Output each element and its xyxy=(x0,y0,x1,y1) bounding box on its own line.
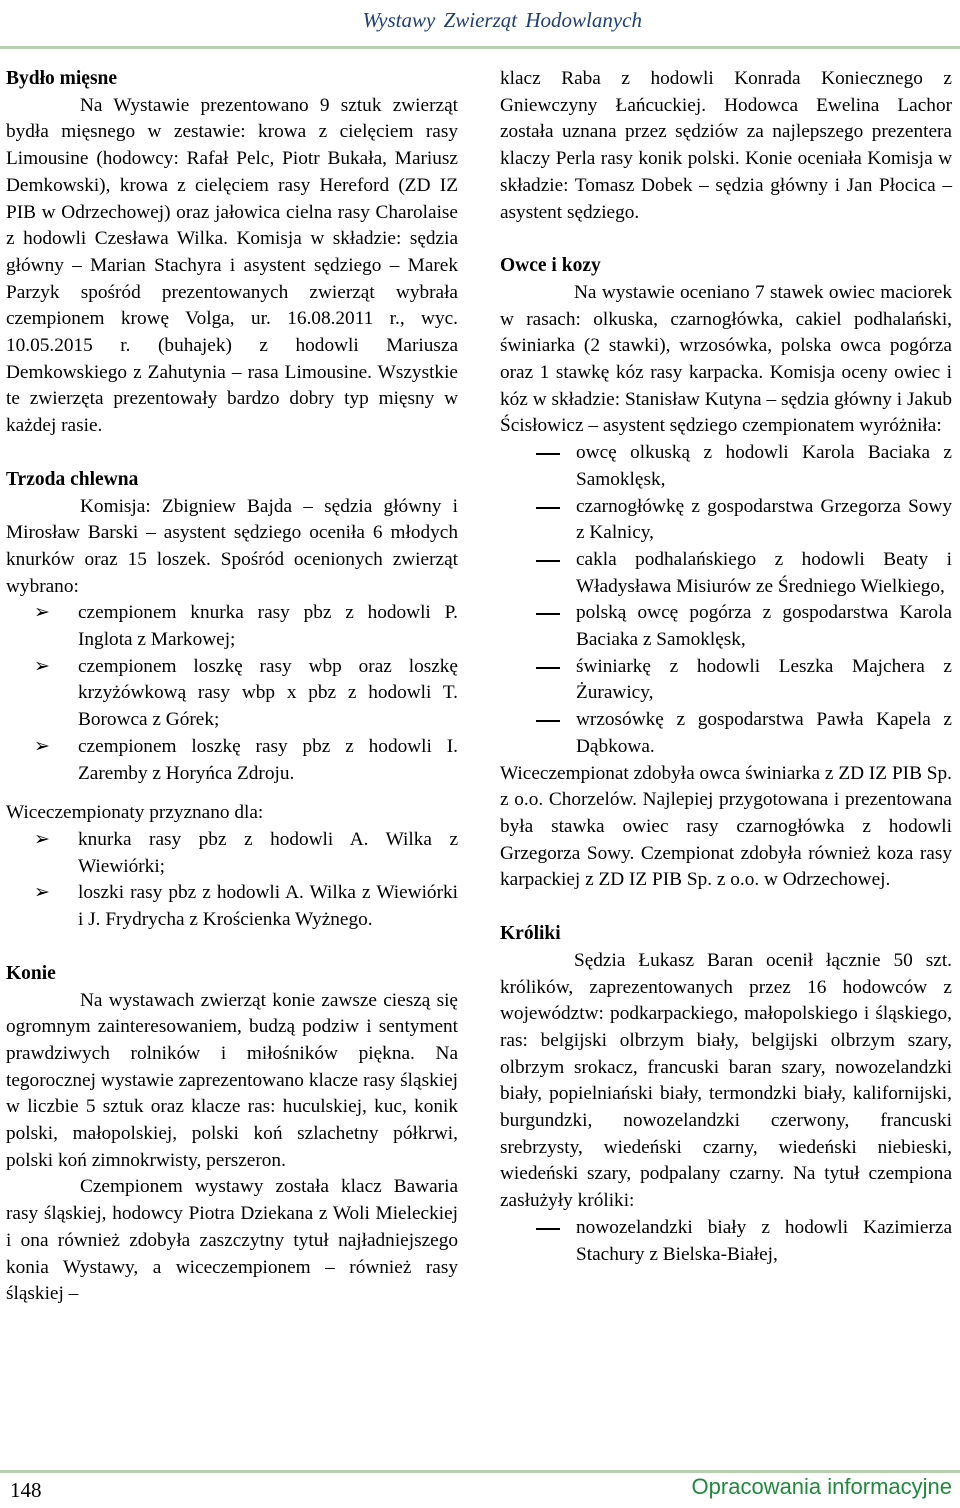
section-heading-konie: Konie xyxy=(6,962,56,984)
bullet-list xyxy=(6,827,458,934)
section-heading-bydlo: Bydło mięsne xyxy=(6,68,118,89)
list-item: polską owcę pogórza z gospodarstwa Karola Baciaka z Samoklęsk, xyxy=(500,600,952,653)
section-heading-owce: Owce i kozy xyxy=(500,255,601,277)
dash-list xyxy=(500,440,952,760)
section-heading-kroliki: Króliki xyxy=(500,923,561,945)
paragraph: Na wystawach zwierząt konie zawsze cieszą się ogromnym zainteresowaniem, budzą podziw i sentyment prawdziwych rolników i miłośników piękna. Na tegorocznej wystawie zaprezentowano klacze rasy śląskiej w liczbie 5 sztuk oraz klacze ras: huculskiej, kuc, konik polski, małopolskiej, polski koń szlachetny półkrwi, polski koń zimnokrwisty, perszeron. xyxy=(6,989,458,1171)
list-item: ➢ czempionem loszkę rasy wbp oraz loszkę krzyżówkową rasy wbp x pbz z hodowli T. Borowca z Górek; xyxy=(34,655,458,731)
list-item: wrzosówkę z gospodarstwa Pawła Kapela z Dąbkowa. xyxy=(500,707,952,760)
dash-bullet-icon xyxy=(536,507,560,509)
arrow-bullet-icon: ➢ xyxy=(34,882,50,904)
arrow-bullet-icon: ➢ xyxy=(34,602,50,624)
list-item: nowozelandzki biały z hodowli Kazimierza Stachury z Bielska-Białej, xyxy=(500,1215,952,1268)
dash-bullet-icon xyxy=(536,720,560,722)
paragraph: Czempionem wystawy została klacz Bawaria rasy śląskiej, hodowcy Piotra Dziekana z Woli Mieleckiej i ona również zdobyła zaszczytny tytuł najładniejszego konia Wystawy, a wiceczempionem – również rasy śląskiej – xyxy=(6,1176,458,1305)
dash-bullet-icon xyxy=(536,1228,560,1230)
list-item: świniarkę z hodowli Leszka Majchera z Żurawicy, xyxy=(500,654,952,707)
list-item: ➢ czempionem loszkę rasy pbz z hodowli I. Zaremby z Horyńca Zdroju. xyxy=(34,735,458,784)
list-item: czarnogłówkę z gospodarstwa Grzegorza Sowy z Kalnicy, xyxy=(500,494,952,547)
dash-bullet-icon xyxy=(536,560,560,562)
arrow-bullet-icon: ➢ xyxy=(34,655,50,677)
paragraph: Sędzia Łukasz Baran ocenił łącznie 50 szt. królików, zaprezentowanych przez 16 hodowców z województw: podkarpackiego, małopolskiego i śląskiego, ras: belgijski olbrzym biały, belgijski olbrzym szary, olbrzym srokacz, francuski baran szary, nowozelandzki biały, popielniański biały, termondzki biały, kalifornijski, burgundzki, nowozelandzki czerwony, francuski srebrzysty, wiedeński czarny, wiedeński niebieski, wiedeński szary, podpalany czarny. Na tytuł czempiona zasłużyły króliki: xyxy=(500,949,952,1212)
dash-bullet-icon xyxy=(536,613,560,615)
running-header xyxy=(0,0,960,49)
dash-bullet-icon xyxy=(536,667,560,669)
list-item: ➢ knurka rasy pbz z hodowli A. Wilka z Wiewiórki; xyxy=(34,828,458,877)
list-item: owcę olkuską z hodowli Karola Baciaka z Samoklęsk, xyxy=(500,440,952,493)
list-item: ➢ czempionem knurka rasy pbz z hodowli P. Inglota z Markowej; xyxy=(34,602,458,651)
dash-list xyxy=(500,1215,952,1268)
dash-bullet-icon xyxy=(536,453,560,455)
arrow-bullet-icon: ➢ xyxy=(34,735,50,757)
journal-title: Wystawy Zwierząt Hodowlanych xyxy=(362,8,642,32)
paragraph: Na Wystawie prezentowano 9 sztuk zwierząt bydła mięsnego w zestawie: krowa z cielęciem rasy Limousine (hodowcy: Rafał Pelc, Piotr Bukała, Mariusz Demkowski), krowa z cielęciem rasy Hereford (ZD IZ PIB w Odrzechowej) oraz jałowica cielna rasy Charolaise z hodowli Czesława Wilka. Komisja w składzie: sędzia główny – Marian Stachyra i asystent sędziego – Marek Parzyk spośród prezentowanych zwierząt wybrała czempionem krowę Volga, ur. 16.08.2011 r., wyc. 10.05.2015 r. (buhajek) z hodowli Mariusza Demkowskiego z Zahutynia – rasa Limousine. Wszystkie te zwierzęta prezentowały bardzo dobry typ mięsny w każdej rasie. xyxy=(6,94,458,437)
list-item: ➢ loszki rasy pbz z hodowli A. Wilka z Wiewiórki i J. Frydrycha z Krościenka Wyżnego. xyxy=(34,882,458,931)
arrow-bullet-icon: ➢ xyxy=(34,828,50,850)
paragraph: Komisja: Zbigniew Bajda – sędzia główny i Mirosław Barski – asystent sędziego oceniła 6 młodych knurków oraz 15 loszek. Spośród ocenionych zwierząt wybrano: xyxy=(6,495,458,597)
section-footer-label: Opracowania informacyjne xyxy=(691,1474,952,1499)
paragraph: Wiceczempionaty przyznano dla: xyxy=(6,802,264,824)
footer-rule xyxy=(0,1470,960,1473)
section-heading-trzoda: Trzoda chlewna xyxy=(6,468,139,490)
paragraph: klacz Raba z hodowli Konrada Koniecznego z Gniewczyny Łańcuckiej. Hodowca Ewelina Lachor została uznana przez sędziów za najlepszego prezentera klaczy Perla rasy konik polski. Konie oceniała Komisja w składzie: Tomasz Dobek – sędzia główny i Jan Płocica – asystent sędziego. xyxy=(500,68,952,223)
right-column xyxy=(500,66,952,1268)
paragraph: Wiceczempionat zdobyła owca świniarka z ZD IZ PIB Sp. z o.o. Chorzelów. Najlepiej przygotowana i prezentowana była stawka owiec rasy czarnogłówka z hodowli Grzegorza Sowy. Czempionat zdobyła również koza rasy karpackiej z ZD IZ PIB Sp. z o.o. w Odrzechowej. xyxy=(500,762,952,891)
paragraph: Na wystawie oceniano 7 stawek owiec maciorek w rasach: olkuska, czarnogłówka, cakiel podhalański, świniarka (2 stawki), wrzosówka, polska owca pogórza oraz 1 stawkę kóz rasy karpacka. Komisja oceny owiec i kóz w składzie: Stanisław Kutyna – sędzia główny i Jakub Ścisłowicz – asystent sędziego czempionatem wyróżniła: xyxy=(500,281,952,437)
list-item: cakla podhalańskiego z hodowli Beaty i Władysława Misiurów ze Średniego Wielkiego, xyxy=(500,547,952,600)
page-number: 148 xyxy=(10,1478,42,1502)
bullet-list xyxy=(6,600,458,787)
left-column xyxy=(6,66,458,1308)
